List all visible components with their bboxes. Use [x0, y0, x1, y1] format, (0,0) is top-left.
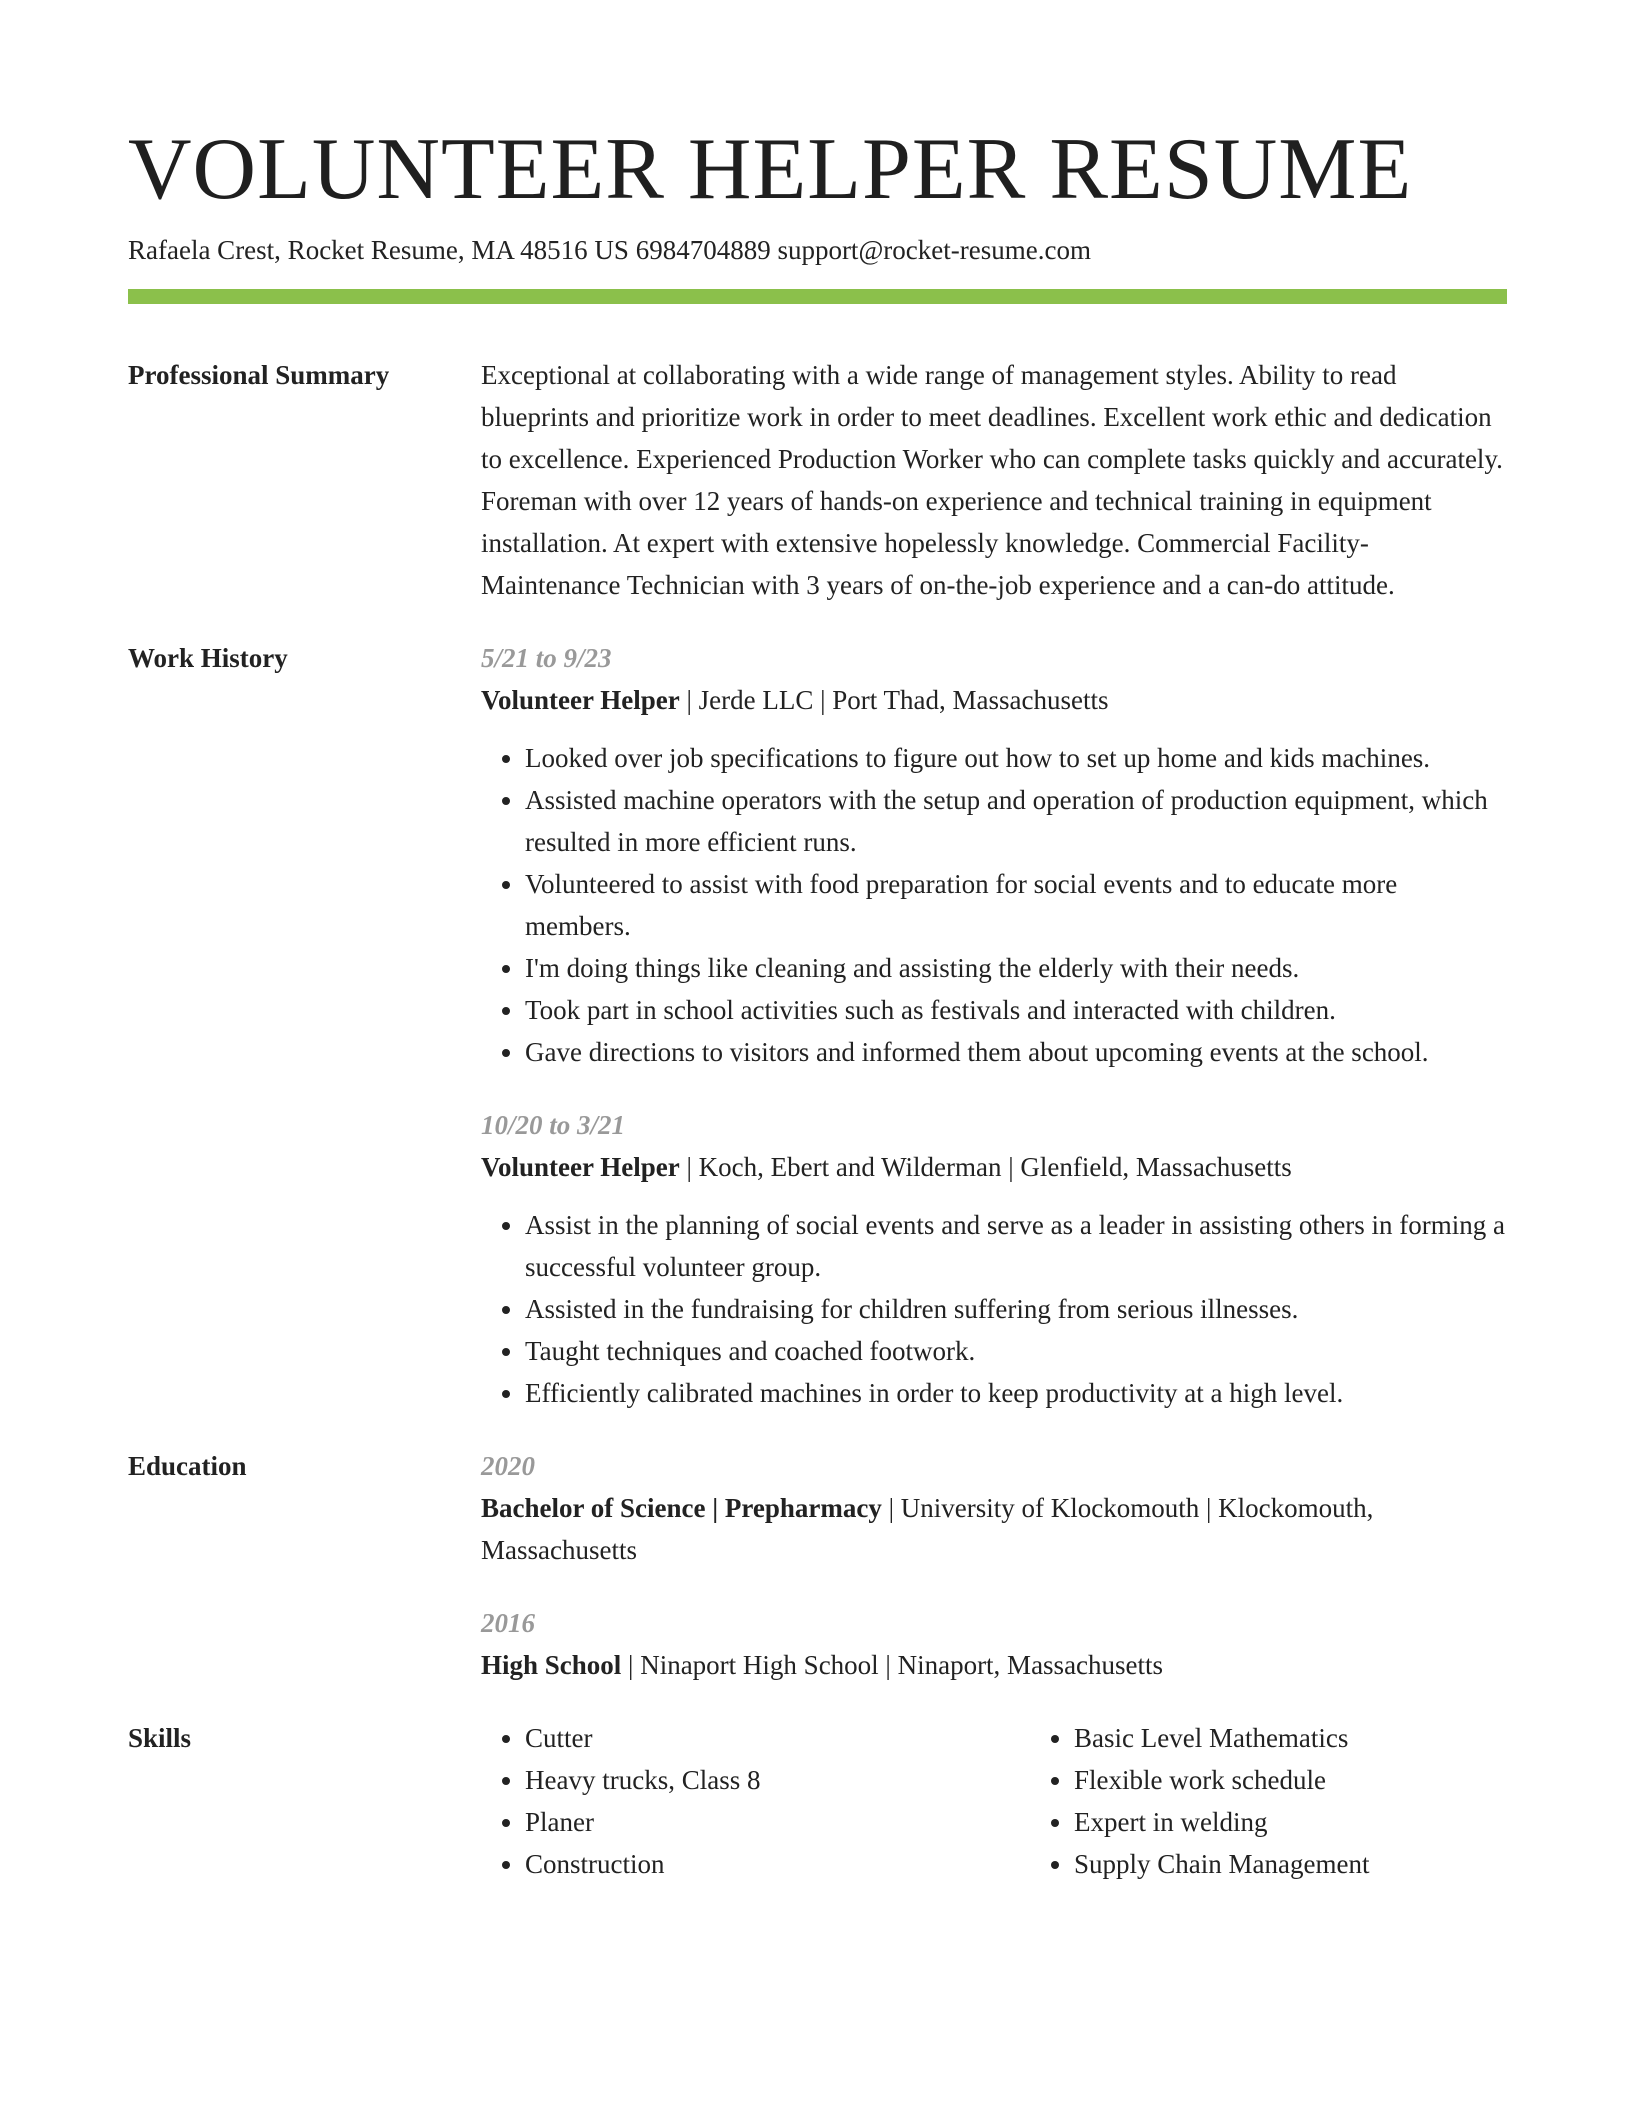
job-bullets: [481, 1204, 1507, 1414]
contact-address: Rafaela Crest, Rocket Resume, MA 48516 US: [128, 235, 629, 265]
education-degree: High School: [481, 1650, 622, 1680]
section-label-summary: Professional Summary: [128, 360, 390, 390]
skill-item: • Construction: [525, 1843, 1030, 1885]
education-year: 2016: [481, 1608, 535, 1638]
skill-item: • Cutter: [525, 1717, 1030, 1759]
section-label-work: Work History: [128, 643, 288, 673]
education-heading: [481, 1487, 1507, 1571]
job-bullet: • Taught techniques and coached footwork.: [525, 1330, 1507, 1372]
job-bullet: • Looked over job specifications to figure out how to set up home and kids machines.: [525, 737, 1507, 779]
education-year: 2020: [481, 1451, 535, 1481]
section-label-education: Education: [128, 1451, 247, 1481]
skills-list-right: [1030, 1717, 1579, 1885]
summary-text: Exceptional at collaborating with a wide range of management styles. Ability to read blueprints and prioritize work in order to meet deadlines. Excellent work ethic and dedication to excellence. Experienced Production Worker who can complete tasks quickly and accurately. Foreman with over 12 years of hands-on experience and technical training in equipment installation. At expert with extensive hopelessly knowledge. Commercial Facility-Maintenance Technician with 3 years of on-the-job experience and a can-do attitude.: [481, 360, 1503, 600]
job-bullet: • Assisted in the fundraising for children suffering from serious illnesses.: [525, 1288, 1507, 1330]
resume-title: VOLUNTEER HELPER RESUME: [128, 121, 1413, 218]
accent-divider: [128, 289, 1507, 304]
job-details: | Jerde LLC | Port Thad, Massachusetts: [679, 685, 1109, 715]
education-details: | Ninaport High School | Ninaport, Massachusetts: [621, 1650, 1164, 1680]
work-history-section: [128, 637, 1507, 1414]
contact-email: support@rocket-resume.com: [777, 235, 1091, 265]
job-heading: [481, 1146, 1507, 1188]
contact-line: [128, 232, 1507, 268]
job-bullet: • Assist in the planning of social events and serve as a leader in assisting others in forming a successful volunteer group.: [525, 1204, 1507, 1288]
job-bullet: • Efficiently calibrated machines in order to keep productivity at a high level.: [525, 1372, 1507, 1414]
job-heading: [481, 679, 1507, 721]
job-title: Volunteer Helper: [481, 1152, 680, 1182]
contact-phone: 6984704889: [635, 235, 771, 265]
section-label-skills: Skills: [128, 1723, 192, 1753]
education-heading: [481, 1644, 1507, 1686]
job-entry: [481, 1104, 1507, 1414]
skill-item: • Heavy trucks, Class 8: [525, 1759, 1030, 1801]
job-bullets: [481, 737, 1507, 1073]
education-entry: [481, 1602, 1507, 1686]
education-degree: Bachelor of Science | Prepharmacy: [481, 1493, 882, 1523]
skills-grid: [481, 1717, 1579, 1885]
job-bullet: • Gave directions to visitors and informed them about upcoming events at the school.: [525, 1031, 1507, 1073]
resume-page: [128, 122, 1507, 1885]
job-dates: 5/21 to 9/23: [481, 643, 612, 673]
skill-item: • Flexible work schedule: [1074, 1759, 1579, 1801]
skills-list-left: [481, 1717, 1030, 1885]
education-entry: [481, 1445, 1507, 1571]
job-entry: [481, 637, 1507, 1073]
skills-section: [128, 1717, 1507, 1885]
education-section: [128, 1445, 1507, 1686]
skill-item: • Supply Chain Management: [1074, 1843, 1579, 1885]
job-bullet: • I'm doing things like cleaning and assisting the elderly with their needs.: [525, 947, 1507, 989]
work-entries: [481, 637, 1507, 1414]
job-bullet: • Assisted machine operators with the setup and operation of production equipment, which resulted in more efficient runs.: [525, 779, 1507, 863]
job-bullet: • Took part in school activities such as festivals and interacted with children.: [525, 989, 1507, 1031]
education-entries: [481, 1445, 1507, 1686]
job-details: | Koch, Ebert and Wilderman | Glenfield, Massachusetts: [679, 1152, 1292, 1182]
skill-item: • Planer: [525, 1801, 1030, 1843]
skill-item: • Expert in welding: [1074, 1801, 1579, 1843]
education-details: | University of Klockomouth | Klockomouth, Massachusetts: [481, 1493, 1374, 1565]
job-bullet: • Volunteered to assist with food preparation for social events and to educate more members.: [525, 863, 1507, 947]
job-dates: 10/20 to 3/21: [481, 1110, 626, 1140]
summary-section: [128, 354, 1507, 606]
job-title: Volunteer Helper: [481, 685, 680, 715]
skill-item: • Basic Level Mathematics: [1074, 1717, 1579, 1759]
